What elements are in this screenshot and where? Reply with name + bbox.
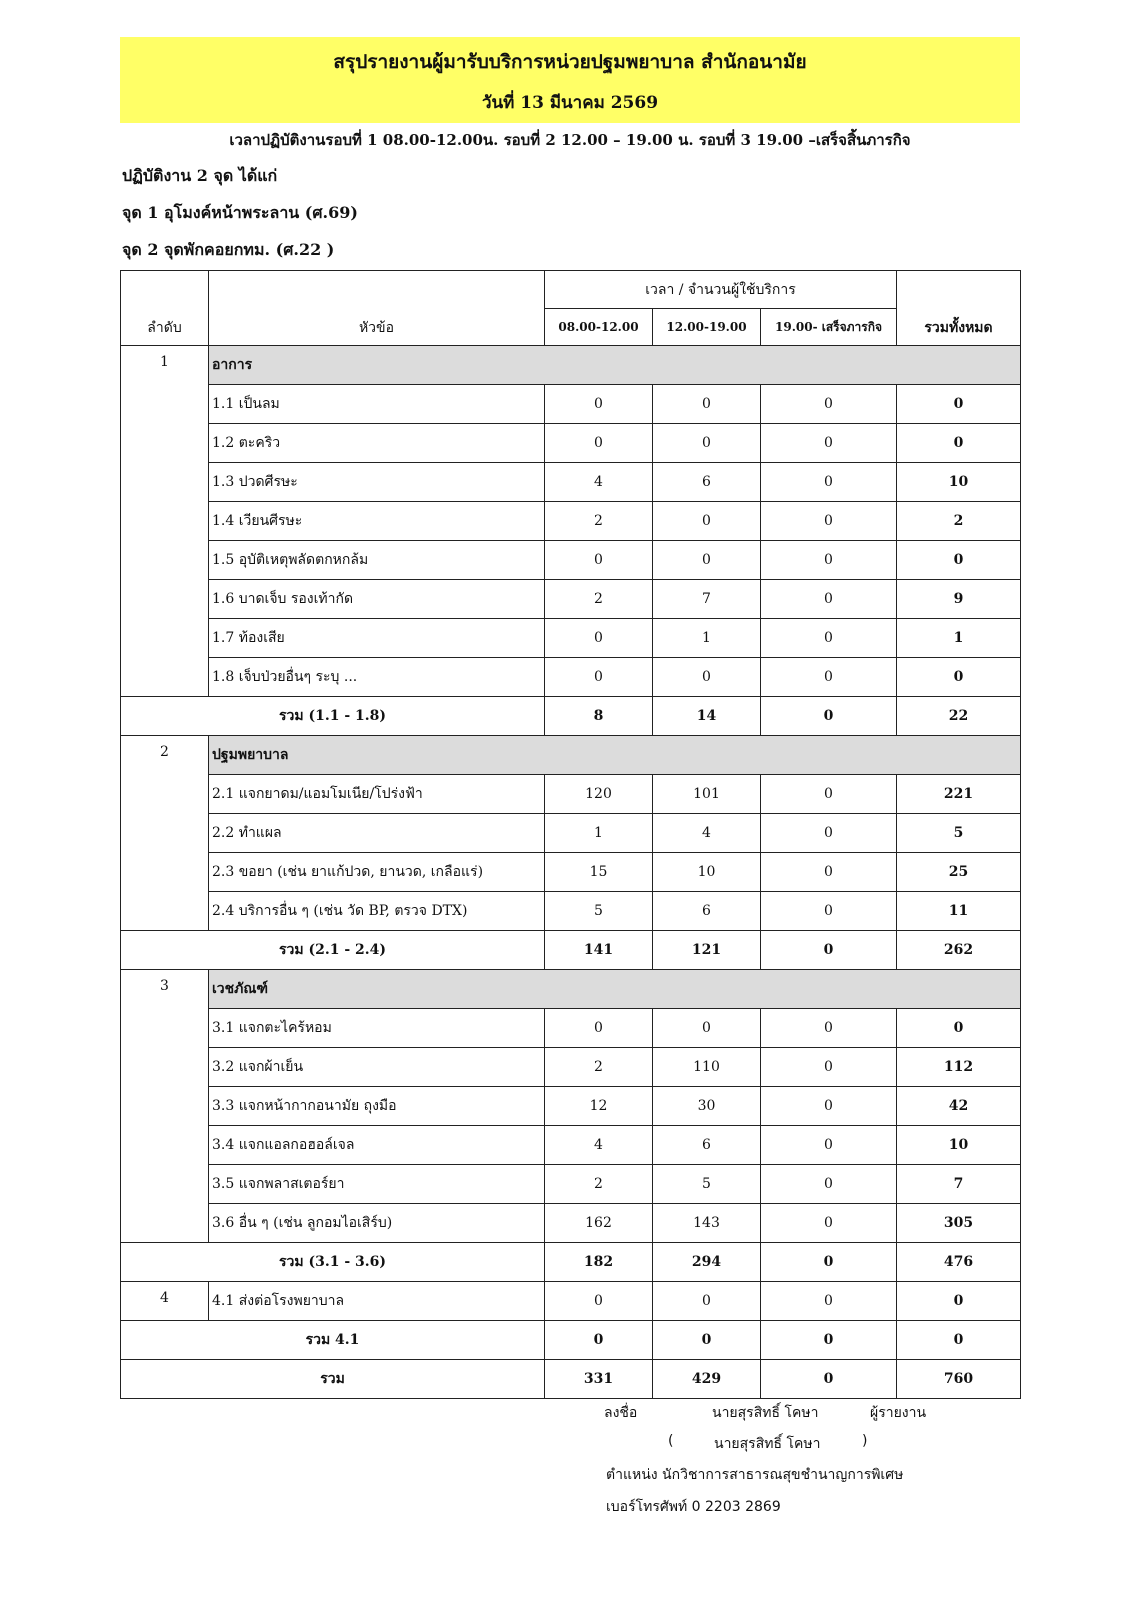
- item-value-t2: 6: [653, 892, 761, 931]
- subtotal-label: รวม (3.1 - 3.6): [121, 1243, 545, 1282]
- item-value-t1: 162: [545, 1204, 653, 1243]
- item-value-t1: 0: [545, 658, 653, 697]
- subtotal-row: [121, 1321, 1021, 1360]
- section-number: 2: [121, 736, 209, 931]
- section-number: 3: [121, 970, 209, 1243]
- item-value-t2: 5: [653, 1165, 761, 1204]
- item-label: 2.2 ทำแผล: [209, 814, 545, 853]
- item-total: 0: [897, 541, 1021, 580]
- item-total: 2: [897, 502, 1021, 541]
- item-value-t1: 15: [545, 853, 653, 892]
- item-total: 112: [897, 1048, 1021, 1087]
- item-value-t2: 30: [653, 1087, 761, 1126]
- item-value-t3: 0: [761, 1165, 897, 1204]
- item-value-t3: 0: [761, 424, 897, 463]
- table-row: [121, 1009, 1021, 1048]
- header-topic: หัวข้อ: [209, 271, 545, 346]
- item-value-t3: 0: [761, 541, 897, 580]
- item-value-t3: 0: [761, 619, 897, 658]
- table-row: [121, 1126, 1021, 1165]
- item-value-t1: 120: [545, 775, 653, 814]
- item-total: 0: [897, 1009, 1021, 1048]
- subtotal-t2: 121: [653, 931, 761, 970]
- table-row: [121, 1165, 1021, 1204]
- subtotal-t1: 182: [545, 1243, 653, 1282]
- section-name: อาการ: [209, 346, 1021, 385]
- signer-phone: เบอร์โทรศัพท์ 0 2203 2869: [606, 1499, 781, 1515]
- subtotal-t3: 0: [761, 1243, 897, 1282]
- section-header-row: [121, 346, 1021, 385]
- item-value-t2: 6: [653, 1126, 761, 1165]
- report-date: วันที่ 13 มีนาคม 2569: [481, 93, 659, 113]
- table-row: [121, 1204, 1021, 1243]
- item-value-t1: 5: [545, 892, 653, 931]
- header-time-1: 08.00-12.00: [545, 309, 653, 346]
- item-total: 10: [897, 1126, 1021, 1165]
- item-label: 3.2 แจกผ้าเย็น: [209, 1048, 545, 1087]
- item-total: 11: [897, 892, 1021, 931]
- item-label: 1.1 เป็นลม: [209, 385, 545, 424]
- point-1: จุด 1 อุโมงค์หน้าพระลาน (ศ.69): [122, 203, 358, 222]
- item-value-t1: 0: [545, 424, 653, 463]
- paren-open: (: [668, 1433, 674, 1449]
- item-label: 1.7 ท้องเสีย: [209, 619, 545, 658]
- header-no: ลำดับ: [121, 271, 209, 346]
- table-row: [121, 658, 1021, 697]
- title-banner: [120, 37, 1020, 123]
- item-value-t1: 0: [545, 619, 653, 658]
- table-row: [121, 424, 1021, 463]
- section-name: ปฐมพยาบาล: [209, 736, 1021, 775]
- item-total: 42: [897, 1087, 1021, 1126]
- section-header-row: [121, 736, 1021, 775]
- table-row: [121, 1048, 1021, 1087]
- item-value-t2: 6: [653, 463, 761, 502]
- item-value-t3: 0: [761, 892, 897, 931]
- item-value-t3: 0: [761, 1087, 897, 1126]
- item-value-t1: 0: [545, 1282, 653, 1321]
- grand-total-label: รวม: [121, 1360, 545, 1399]
- item-total: 0: [897, 424, 1021, 463]
- subtotal-t3: 0: [761, 697, 897, 736]
- subtotal-label: รวม (2.1 - 2.4): [121, 931, 545, 970]
- item-value-t2: 0: [653, 658, 761, 697]
- item-value-t3: 0: [761, 775, 897, 814]
- item-label: 3.4 แจกแอลกอฮอล์เจล: [209, 1126, 545, 1165]
- header-total: รวมทั้งหมด: [897, 271, 1021, 346]
- item-value-t3: 0: [761, 1048, 897, 1087]
- item-total: 221: [897, 775, 1021, 814]
- item-value-t3: 0: [761, 463, 897, 502]
- item-value-t3: 0: [761, 1204, 897, 1243]
- item-label: 2.3 ขอยา (เช่น ยาแก้ปวด, ยานวด, เกลือแร่): [209, 853, 545, 892]
- subtotal-total: 0: [897, 1321, 1021, 1360]
- sign-label: ลงชื่อ: [604, 1405, 638, 1421]
- table-row: [121, 853, 1021, 892]
- subtotal-t1: 141: [545, 931, 653, 970]
- signer-position: ตำแหน่ง นักวิชาการสาธารณสุขชำนาญการพิเศษ: [606, 1467, 904, 1483]
- item-value-t2: 0: [653, 1282, 761, 1321]
- header-time-group: เวลา / จำนวนผู้ใช้บริการ: [545, 271, 897, 309]
- item-value-t2: 0: [653, 424, 761, 463]
- item-label: 1.3 ปวดศีรษะ: [209, 463, 545, 502]
- grand-total-total: 760: [897, 1360, 1021, 1399]
- item-label: 3.5 แจกพลาสเตอร์ยา: [209, 1165, 545, 1204]
- subtotal-label: รวม 4.1: [121, 1321, 545, 1360]
- item-value-t3: 0: [761, 1126, 897, 1165]
- item-value-t3: 0: [761, 580, 897, 619]
- subtotal-label: รวม (1.1 - 1.8): [121, 697, 545, 736]
- table-row: [121, 580, 1021, 619]
- table-row: [121, 1087, 1021, 1126]
- signer-name: นายสุรสิทธิ์ โคษา: [712, 1405, 819, 1421]
- item-value-t2: 0: [653, 1009, 761, 1048]
- item-label: 3.1 แจกตะไคร้หอม: [209, 1009, 545, 1048]
- table-row: [121, 775, 1021, 814]
- item-label: 1.2 ตะคริว: [209, 424, 545, 463]
- item-label: 1.4 เวียนศีรษะ: [209, 502, 545, 541]
- points-intro: ปฏิบัติงาน 2 จุด ได้แก่: [122, 166, 278, 185]
- subtotal-t1: 8: [545, 697, 653, 736]
- grand-total-t1: 331: [545, 1360, 653, 1399]
- item-label: 2.4 บริการอื่น ๆ (เช่น วัด BP, ตรวจ DTX): [209, 892, 545, 931]
- item-total: 10: [897, 463, 1021, 502]
- item-label: 3.6 อื่น ๆ (เช่น ลูกอมไอเสิร์บ): [209, 1204, 545, 1243]
- header-time-2: 12.00-19.00: [653, 309, 761, 346]
- item-value-t2: 143: [653, 1204, 761, 1243]
- grand-total-row: [121, 1360, 1021, 1399]
- item-value-t1: 0: [545, 385, 653, 424]
- item-value-t2: 10: [653, 853, 761, 892]
- table-row: [121, 502, 1021, 541]
- item-label: 1.6 บาดเจ็บ รองเท้ากัด: [209, 580, 545, 619]
- item-value-t2: 0: [653, 541, 761, 580]
- subtotal-t1: 0: [545, 1321, 653, 1360]
- table-row: [121, 619, 1021, 658]
- item-value-t2: 1: [653, 619, 761, 658]
- report-title: สรุปรายงานผู้มารับบริการหน่วยปฐมพยาบาล สำนักอนามัย: [333, 51, 807, 73]
- subtotal-t2: 294: [653, 1243, 761, 1282]
- subtotal-total: 476: [897, 1243, 1021, 1282]
- item-label: 2.1 แจกยาดม/แอมโมเนีย/โปร่งฟ้า: [209, 775, 545, 814]
- item-value-t1: 2: [545, 580, 653, 619]
- section-number: 4: [121, 1282, 209, 1321]
- header-time-3: 19.00- เสร็จภารกิจ: [761, 309, 897, 346]
- item-value-t1: 2: [545, 502, 653, 541]
- item-total: 0: [897, 385, 1021, 424]
- report-table: [120, 270, 1021, 1399]
- item-total: 25: [897, 853, 1021, 892]
- subtotal-row: [121, 931, 1021, 970]
- item-value-t3: 0: [761, 1282, 897, 1321]
- item-total: 0: [897, 658, 1021, 697]
- item-value-t2: 0: [653, 385, 761, 424]
- subtotal-row: [121, 1243, 1021, 1282]
- item-label: 4.1 ส่งต่อโรงพยาบาล: [209, 1282, 545, 1321]
- section-name: เวชภัณฑ์: [209, 970, 1021, 1009]
- section-header-row: [121, 970, 1021, 1009]
- subtotal-total: 262: [897, 931, 1021, 970]
- item-value-t2: 7: [653, 580, 761, 619]
- table-row: [121, 814, 1021, 853]
- item-value-t1: 4: [545, 463, 653, 502]
- item-value-t1: 0: [545, 541, 653, 580]
- subtotal-t3: 0: [761, 931, 897, 970]
- item-value-t1: 2: [545, 1165, 653, 1204]
- item-value-t3: 0: [761, 385, 897, 424]
- item-total: 0: [897, 1282, 1021, 1321]
- section-number: 1: [121, 346, 209, 697]
- item-total: 1: [897, 619, 1021, 658]
- item-total: 7: [897, 1165, 1021, 1204]
- table-row: [121, 541, 1021, 580]
- item-label: 1.8 เจ็บป่วยอื่นๆ ระบุ ...: [209, 658, 545, 697]
- subtotal-t3: 0: [761, 1321, 897, 1360]
- item-value-t3: 0: [761, 658, 897, 697]
- item-value-t3: 0: [761, 853, 897, 892]
- signer-role: ผู้รายงาน: [870, 1405, 927, 1421]
- item-value-t2: 101: [653, 775, 761, 814]
- grand-total-t3: 0: [761, 1360, 897, 1399]
- item-label: 3.3 แจกหน้ากากอนามัย ถุงมือ: [209, 1087, 545, 1126]
- subtotal-row: [121, 697, 1021, 736]
- item-total: 9: [897, 580, 1021, 619]
- item-value-t1: 0: [545, 1009, 653, 1048]
- item-total: 5: [897, 814, 1021, 853]
- table-row: [121, 1282, 1021, 1321]
- item-value-t2: 0: [653, 502, 761, 541]
- item-total: 305: [897, 1204, 1021, 1243]
- item-label: 1.5 อุบัติเหตุพลัดตกหกล้ม: [209, 541, 545, 580]
- signer-name-paren: นายสุรสิทธิ์ โคษา: [714, 1436, 821, 1452]
- item-value-t2: 4: [653, 814, 761, 853]
- table-row: [121, 892, 1021, 931]
- item-value-t2: 110: [653, 1048, 761, 1087]
- paren-close: ): [862, 1433, 868, 1449]
- item-value-t3: 0: [761, 1009, 897, 1048]
- shift-info: เวลาปฏิบัติงานรอบที่ 1 08.00-12.00น. รอบที่ 2 12.00 – 19.00 น. รอบที่ 3 19.00 –เสร็จสิ้นภารกิจ: [229, 131, 911, 149]
- item-value-t1: 1: [545, 814, 653, 853]
- item-value-t1: 12: [545, 1087, 653, 1126]
- report-table-body: [121, 346, 1021, 1399]
- item-value-t3: 0: [761, 502, 897, 541]
- subtotal-t2: 14: [653, 697, 761, 736]
- table-row: [121, 385, 1021, 424]
- grand-total-t2: 429: [653, 1360, 761, 1399]
- point-2: จุด 2 จุดพักคอยกทม. (ศ.22 ): [122, 240, 335, 259]
- table-row: [121, 463, 1021, 502]
- subtotal-t2: 0: [653, 1321, 761, 1360]
- subtotal-total: 22: [897, 697, 1021, 736]
- item-value-t1: 4: [545, 1126, 653, 1165]
- item-value-t1: 2: [545, 1048, 653, 1087]
- item-value-t3: 0: [761, 814, 897, 853]
